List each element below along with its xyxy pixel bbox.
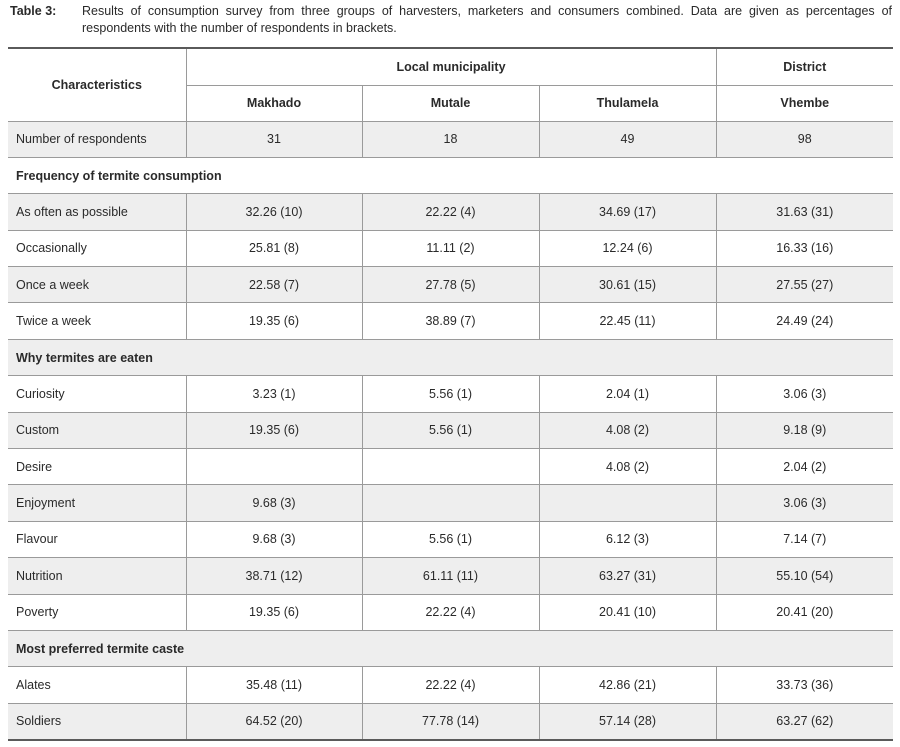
cell-vhembe: 33.73 (36) (716, 667, 893, 703)
cell-thulamela: 6.12 (3) (539, 521, 716, 557)
cell-makhado: 22.58 (7) (186, 267, 362, 303)
cell-vhembe: 9.18 (9) (716, 412, 893, 448)
cell-mutale (362, 449, 539, 485)
table-row (8, 594, 893, 630)
cell-thulamela: 42.86 (21) (539, 667, 716, 703)
cell-makhado (186, 449, 362, 485)
local-municipality-header: Local municipality (186, 48, 716, 85)
table-row (8, 303, 893, 339)
table-row (8, 267, 893, 303)
cell-makhado: 38.71 (12) (186, 558, 362, 594)
cell-vhembe: 20.41 (20) (716, 594, 893, 630)
table-row (8, 194, 893, 230)
cell-vhembe: 3.06 (3) (716, 485, 893, 521)
cell-mutale: 77.78 (14) (362, 703, 539, 740)
cell-makhado: 19.35 (6) (186, 412, 362, 448)
cell-vhembe: 3.06 (3) (716, 376, 893, 412)
row-label: Alates (8, 667, 186, 703)
cell-makhado: 32.26 (10) (186, 194, 362, 230)
cell-thulamela: 22.45 (11) (539, 303, 716, 339)
cell-vhembe: 55.10 (54) (716, 558, 893, 594)
consumption-survey-table (8, 47, 893, 741)
cell-thulamela: 12.24 (6) (539, 230, 716, 266)
row-label: Curiosity (8, 376, 186, 412)
caption-text: Results of consumption survey from three groups of harvesters, marketers and consumers combined. Data are given as percentages of respondents with the number of respondents in brackets. (82, 4, 892, 35)
cell-thulamela: 20.41 (10) (539, 594, 716, 630)
cell-vhembe: 16.33 (16) (716, 230, 893, 266)
table-caption (10, 3, 892, 37)
cell-thulamela: 4.08 (2) (539, 449, 716, 485)
row-label: Occasionally (8, 230, 186, 266)
section-title: Why termites are eaten (8, 339, 893, 375)
cell-vhembe: 31.63 (31) (716, 194, 893, 230)
cell-mutale: 22.22 (4) (362, 667, 539, 703)
section-header-frequency (8, 157, 893, 193)
column-header-thulamela: Thulamela (539, 85, 716, 121)
table-row (8, 667, 893, 703)
cell-thulamela: 34.69 (17) (539, 194, 716, 230)
cell-mutale: 22.22 (4) (362, 594, 539, 630)
column-header-vhembe: Vhembe (716, 85, 893, 121)
cell-makhado: 3.23 (1) (186, 376, 362, 412)
section-title: Most preferred termite caste (8, 630, 893, 666)
cell-makhado: 35.48 (11) (186, 667, 362, 703)
table-row-respondents (8, 121, 893, 157)
row-label: Flavour (8, 521, 186, 557)
cell-makhado: 64.52 (20) (186, 703, 362, 740)
row-label: Enjoyment (8, 485, 186, 521)
cell-makhado: 9.68 (3) (186, 485, 362, 521)
cell-mutale: 5.56 (1) (362, 376, 539, 412)
cell-vhembe: 98 (716, 121, 893, 157)
row-label: Number of respondents (8, 121, 186, 157)
table-row (8, 449, 893, 485)
cell-thulamela (539, 485, 716, 521)
cell-mutale: 27.78 (5) (362, 267, 539, 303)
table-row (8, 485, 893, 521)
row-label: Soldiers (8, 703, 186, 740)
cell-thulamela: 2.04 (1) (539, 376, 716, 412)
characteristics-header: Characteristics (8, 48, 186, 121)
table-row (8, 703, 893, 740)
caption-label: Table 3: (10, 4, 57, 18)
cell-thulamela: 63.27 (31) (539, 558, 716, 594)
cell-makhado: 19.35 (6) (186, 303, 362, 339)
cell-mutale (362, 485, 539, 521)
table-row (8, 558, 893, 594)
cell-vhembe: 63.27 (62) (716, 703, 893, 740)
cell-vhembe: 24.49 (24) (716, 303, 893, 339)
cell-thulamela: 57.14 (28) (539, 703, 716, 740)
row-label: Nutrition (8, 558, 186, 594)
cell-mutale: 5.56 (1) (362, 412, 539, 448)
cell-mutale: 11.11 (2) (362, 230, 539, 266)
row-label: Once a week (8, 267, 186, 303)
row-label: Custom (8, 412, 186, 448)
district-header: District (716, 48, 893, 85)
cell-thulamela: 4.08 (2) (539, 412, 716, 448)
cell-mutale: 18 (362, 121, 539, 157)
cell-mutale: 61.11 (11) (362, 558, 539, 594)
cell-mutale: 5.56 (1) (362, 521, 539, 557)
row-label: Poverty (8, 594, 186, 630)
section-header-preferred-caste (8, 630, 893, 666)
cell-makhado: 9.68 (3) (186, 521, 362, 557)
table-row (8, 230, 893, 266)
cell-mutale: 22.22 (4) (362, 194, 539, 230)
cell-thulamela: 30.61 (15) (539, 267, 716, 303)
cell-thulamela: 49 (539, 121, 716, 157)
section-header-why-eaten (8, 339, 893, 375)
cell-mutale: 38.89 (7) (362, 303, 539, 339)
cell-makhado: 25.81 (8) (186, 230, 362, 266)
section-title: Frequency of termite consumption (8, 157, 893, 193)
cell-vhembe: 2.04 (2) (716, 449, 893, 485)
column-header-mutale: Mutale (362, 85, 539, 121)
table-row (8, 521, 893, 557)
cell-vhembe: 27.55 (27) (716, 267, 893, 303)
cell-makhado: 31 (186, 121, 362, 157)
row-label: Desire (8, 449, 186, 485)
table-row (8, 376, 893, 412)
cell-makhado: 19.35 (6) (186, 594, 362, 630)
cell-vhembe: 7.14 (7) (716, 521, 893, 557)
row-label: As often as possible (8, 194, 186, 230)
row-label: Twice a week (8, 303, 186, 339)
column-header-makhado: Makhado (186, 85, 362, 121)
table-row (8, 412, 893, 448)
